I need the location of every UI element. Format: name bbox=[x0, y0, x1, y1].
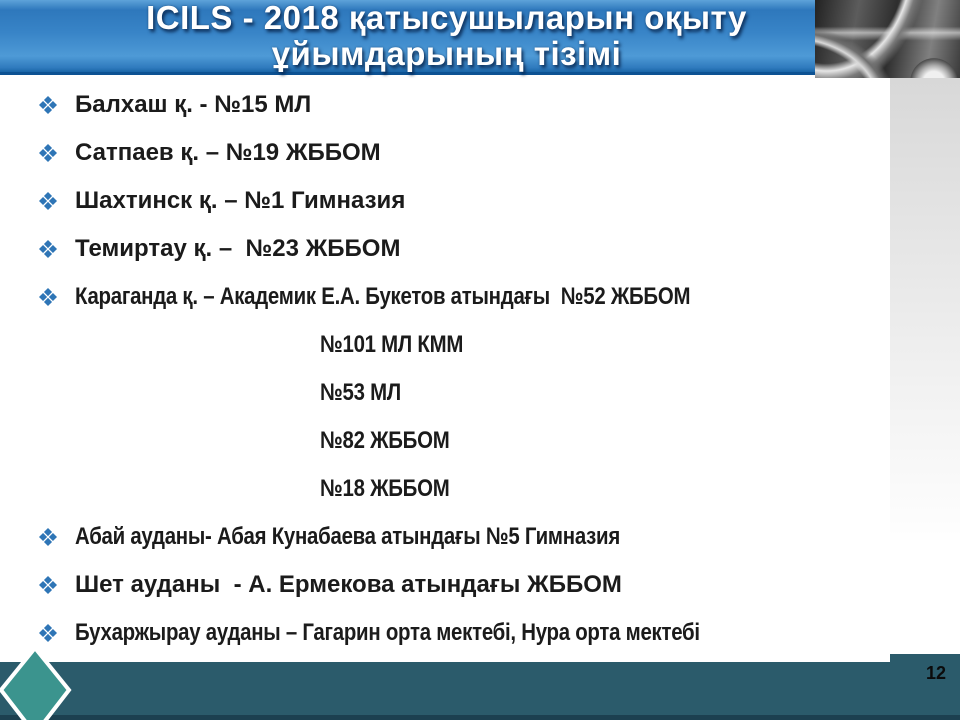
list-item-text: Бухаржырау ауданы – Гагарин орта мектебі, Нура орта мектебі bbox=[75, 619, 700, 646]
school-list bbox=[0, 81, 890, 657]
list-subitem bbox=[0, 321, 890, 369]
list-item-text: Сатпаев қ. – №19 ЖББОМ bbox=[75, 139, 381, 166]
list-item-text: Балхаш қ. - №15 МЛ bbox=[75, 91, 312, 118]
list-item-text: №18 ЖББОМ bbox=[320, 475, 450, 502]
slide-title-line-1: ICILS - 2018 қатысушыларын оқыту bbox=[146, 0, 747, 36]
list-item bbox=[0, 561, 890, 609]
list-item bbox=[0, 273, 890, 321]
abstract-chrome-image bbox=[815, 0, 960, 78]
list-item-text: Абай ауданы- Абая Кунабаева атындағы №5 Гимназия bbox=[75, 523, 620, 550]
list-item-text: №82 ЖББОМ bbox=[320, 427, 450, 454]
slide-title-bar bbox=[0, 0, 815, 75]
list-item-text: Шахтинск қ. – №1 Гимназия bbox=[75, 187, 406, 214]
diamond-bullet-icon bbox=[39, 240, 57, 258]
diamond-bullet-icon bbox=[39, 576, 57, 594]
footer-bottom-edge bbox=[0, 715, 960, 720]
diamond-bullet-icon bbox=[39, 192, 57, 210]
diamond-bullet-icon bbox=[39, 144, 57, 162]
list-item bbox=[0, 81, 890, 129]
list-item-text: №101 МЛ КММ bbox=[320, 331, 464, 358]
list-subitem bbox=[0, 369, 890, 417]
slide-page-number: 12 bbox=[925, 663, 947, 683]
diamond-bullet-icon bbox=[39, 624, 57, 642]
corner-diamond-shape bbox=[0, 642, 78, 720]
footer-bar bbox=[0, 662, 960, 720]
list-item bbox=[0, 129, 890, 177]
list-item bbox=[0, 609, 890, 657]
list-item-text: Шет ауданы - А. Ермекова атындағы ЖББОМ bbox=[75, 571, 622, 598]
diamond-bullet-icon bbox=[39, 528, 57, 546]
diamond-bullet-icon bbox=[39, 96, 57, 114]
list-subitem bbox=[0, 417, 890, 465]
right-gradient-strip bbox=[890, 78, 960, 540]
list-item-text: №53 МЛ bbox=[320, 379, 401, 406]
list-item bbox=[0, 513, 890, 561]
list-item-text: Темиртау қ. – №23 ЖББОМ bbox=[75, 235, 401, 262]
list-subitem bbox=[0, 465, 890, 513]
list-item bbox=[0, 225, 890, 273]
diamond-bullet-icon bbox=[39, 288, 57, 306]
list-item bbox=[0, 177, 890, 225]
slide-title-line-2: ұйымдарының тізімі bbox=[271, 35, 622, 72]
list-item-text: Караганда қ. – Академик Е.А. Букетов атындағы №52 ЖББОМ bbox=[75, 283, 691, 310]
